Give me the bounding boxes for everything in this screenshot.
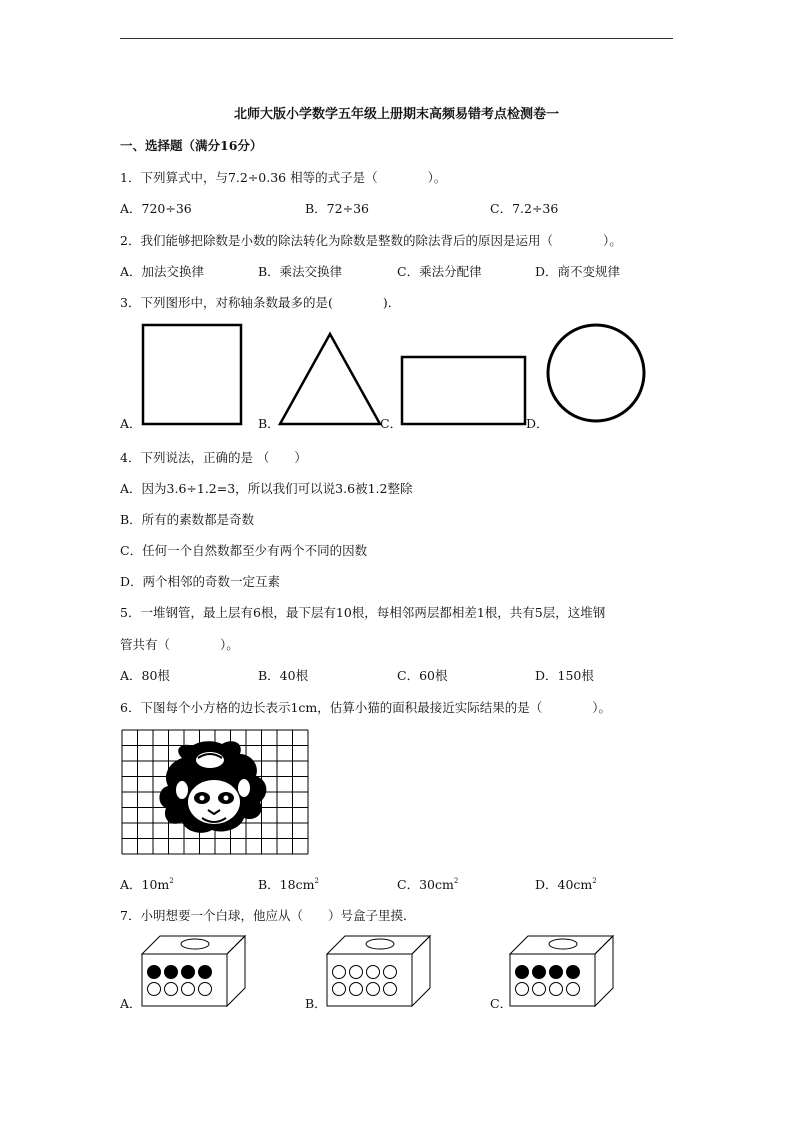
question-2-option-c: C．乘法分配律 [397, 264, 482, 279]
ball-box-a [140, 934, 250, 1009]
question-2-option-a: A．加法交换律 [120, 264, 205, 279]
white-ball [148, 983, 161, 996]
question-4-option-a: A．因为3.6÷1.2=3，所以我们可以说3.6被1.2整除 [120, 481, 413, 496]
square-shape [143, 325, 241, 424]
white-ball [350, 966, 363, 979]
question-6-stem: 6．下图每个小方格的边长表示1cm，估算小猫的面积最接近实际结果的是（ ）。 [120, 700, 612, 715]
question-3-option-c: C． [380, 416, 403, 431]
question-7-option-a: A． [120, 996, 142, 1011]
question-7-option-b: B． [305, 996, 327, 1011]
white-ball [165, 983, 178, 996]
black-ball [533, 966, 546, 979]
white-ball [567, 983, 580, 996]
question-6-option-d: D．$40cm^2$ [535, 877, 597, 892]
black-ball [516, 966, 529, 979]
question-5-option-c: C．60根 [397, 668, 448, 683]
question-3-stem: 3．下列图形中，对称轴条数最多的是( )． [120, 295, 401, 310]
white-ball [182, 983, 195, 996]
question-1-stem: 1．下列算式中，与7.2÷0.36 相等的式子是（ ）。 [120, 170, 447, 185]
white-ball [384, 966, 397, 979]
question-5-option-b: B．40根 [258, 668, 309, 683]
question-6-option-c: C．$30cm^2$ [397, 877, 459, 892]
page-title: 北师大版小学数学五年级上册期末高频易错考点检测卷一 [233, 107, 559, 122]
circle-shape [548, 325, 644, 421]
question-4-option-b: B．所有的素数都是奇数 [120, 512, 255, 527]
black-ball [567, 966, 580, 979]
question-1-option-c: C．7.2÷36 [490, 201, 559, 216]
question-6-option-a: A．$10m^2$ [120, 877, 174, 892]
question-5-option-d: D．150根 [535, 668, 594, 683]
white-ball [333, 966, 346, 979]
ball-box-c [508, 934, 618, 1009]
question-7-stem: 7．小明想要一个白球，他应从（ ）号盒子里摸． [120, 908, 416, 923]
white-ball [550, 983, 563, 996]
question-3-option-a: A． [120, 416, 142, 431]
black-ball [165, 966, 178, 979]
question-2-stem: 2．我们能够把除数是小数的除法转化为除数是整数的除法背后的原因是运用（ ）。 [120, 233, 622, 248]
black-ball [182, 966, 195, 979]
white-ball [384, 983, 397, 996]
question-2-option-b: B．乘法交换律 [258, 264, 343, 279]
white-ball [350, 983, 363, 996]
question-4-stem: 4．下列说法，正确的是 （ ） [120, 450, 307, 465]
question-7-option-c: C． [490, 996, 513, 1011]
question-4-option-d: D．两个相邻的奇数一定互素 [120, 574, 281, 589]
question-2-option-d: D．商不变规律 [535, 264, 621, 279]
question-1-option-b: B．72÷36 [305, 201, 369, 216]
section-heading: 一、选择题（满分16分） [120, 138, 263, 153]
triangle-shape [280, 334, 380, 424]
question-3-option-b: B． [258, 416, 280, 431]
black-ball [148, 966, 161, 979]
white-ball [333, 983, 346, 996]
question-5-stem-line-1: 5．一堆钢管，最上层有6根，最下层有10根，每相邻两层都相差1根，共有5层，这堆钢 [120, 605, 606, 620]
white-ball [516, 983, 529, 996]
black-ball [199, 966, 212, 979]
question-5-stem-line-2: 管共有（ ）。 [120, 637, 239, 652]
question-4-option-c: C．任何一个自然数都至少有两个不同的因数 [120, 543, 368, 558]
question-1-option-a: A．720÷36 [120, 201, 192, 216]
cat-grid-figure [122, 730, 310, 859]
white-ball [199, 983, 212, 996]
rectangle-shape [402, 357, 525, 424]
question-5-option-a: A．80根 [120, 668, 170, 683]
question-6-option-b: B．$18cm^2$ [258, 877, 319, 892]
white-ball [367, 983, 380, 996]
ball-box-b [325, 934, 435, 1009]
black-ball [550, 966, 563, 979]
white-ball [367, 966, 380, 979]
cat-image [159, 741, 266, 833]
white-ball [533, 983, 546, 996]
question-3-option-d: D． [526, 416, 549, 431]
